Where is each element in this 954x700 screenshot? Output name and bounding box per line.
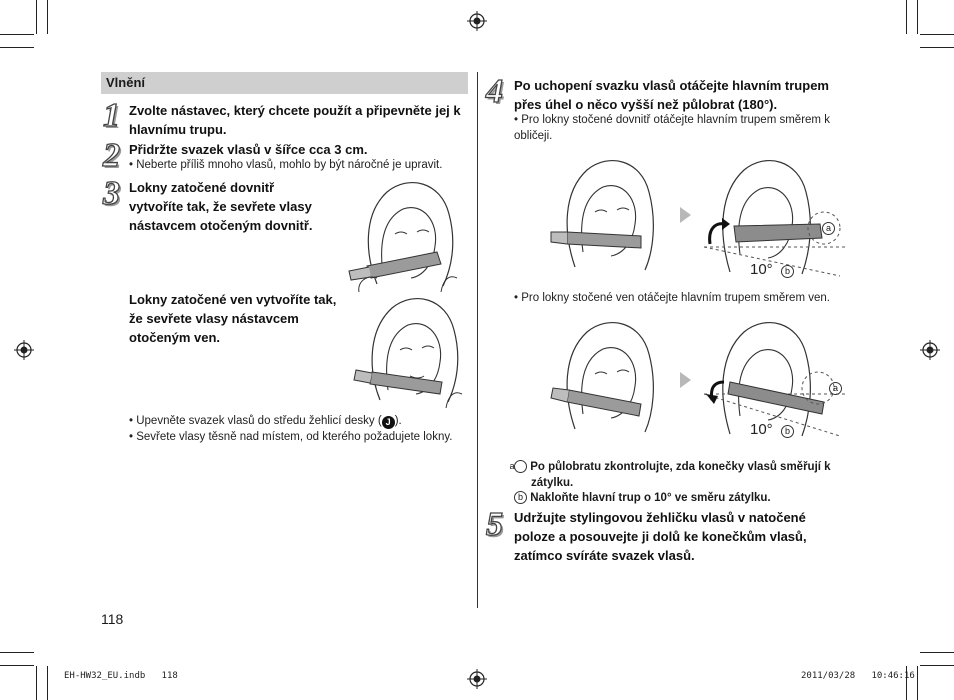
- step-number: 1: [103, 97, 120, 134]
- step-2-bullet: • Neberte příliš mnoho vlasů, mohlo by být náročné je upravit.: [129, 159, 443, 171]
- step-number: 3: [103, 175, 120, 212]
- crop-mark: [36, 666, 37, 700]
- crop-mark: [0, 652, 34, 653]
- crop-mark: [920, 652, 954, 653]
- marker-b: b: [781, 422, 794, 440]
- step-4-bullet-2: • Pro lokny stočené ven otáčejte hlavním trupem směrem ven.: [514, 292, 830, 304]
- step-number: 5: [486, 506, 503, 543]
- next-step-arrow-icon: [680, 372, 691, 388]
- crop-mark: [917, 666, 918, 700]
- step-3-inward-text: Lokny zatočené dovnitř vytvoříte tak, že sevřete vlasy nástavcem otočeným dovnitř.: [129, 180, 313, 233]
- crop-mark: [47, 0, 48, 34]
- next-step-arrow-icon: [680, 207, 691, 223]
- rotate-outward-before-illustration: [545, 314, 667, 434]
- note-b: b Nakloňte hlavní trup o 10° ve směru zátylku.: [514, 490, 854, 506]
- section-heading: Vlnění: [101, 72, 468, 94]
- column-divider: [477, 72, 478, 608]
- rotate-inward-after-illustration: [700, 152, 850, 277]
- crop-mark: [0, 34, 34, 35]
- curling-outward-illustration: [350, 290, 468, 408]
- crop-mark: [0, 665, 34, 666]
- step-3-bullet-2: • Sevřete vlasy těsně nad místem, od kterého požadujete lokny.: [129, 431, 453, 443]
- footer-file-info: EH-HW32_EU.indb 118: [64, 671, 178, 681]
- crop-mark: [920, 665, 954, 666]
- registration-mark-icon: [467, 669, 487, 689]
- step-4-text: Po uchopení svazku vlasů otáčejte hlavním trupem přes úhel o něco vyšší než půlobrat (180°).: [514, 78, 829, 112]
- step-4-bullet-1: • Pro lokny stočené dovnitř otáčejte hlavním trupem směrem k obličeji.: [514, 114, 830, 142]
- step-3-outward-text: Lokny zatočené ven vytvoříte tak, že sevřete vlasy nástavcem otočeným ven.: [129, 292, 337, 345]
- angle-label: 10°: [750, 421, 773, 438]
- registration-mark-icon: [14, 340, 34, 360]
- rotate-inward-before-illustration: [545, 152, 667, 272]
- step-2-text: Přidržte svazek vlasů v šířce cca 3 cm.: [129, 142, 368, 157]
- plate-center-j-icon: J: [382, 416, 395, 429]
- crop-mark: [917, 0, 918, 34]
- step-3-bullet-1: • Upevněte svazek vlasů do středu žehlicí desky ( J ).: [129, 415, 402, 427]
- crop-mark: [920, 34, 954, 35]
- note-a: a Po půlobratu zkontrolujte, zda konečky vlasů směřují k zátylku.: [509, 461, 831, 489]
- marker-a: a: [829, 379, 842, 397]
- step-number: 4: [486, 73, 503, 110]
- registration-mark-icon: [920, 340, 940, 360]
- marker-a: a: [822, 219, 835, 237]
- crop-mark: [920, 47, 954, 48]
- crop-mark: [906, 0, 907, 34]
- marker-b: b: [781, 262, 794, 280]
- angle-label: 10°: [750, 261, 773, 278]
- footer-timestamp: 2011/03/28 10:46:16: [801, 671, 915, 681]
- crop-mark: [36, 0, 37, 34]
- crop-mark: [0, 47, 34, 48]
- curling-inward-illustration: [337, 174, 465, 292]
- step-number: 2: [103, 137, 120, 174]
- registration-mark-icon: [467, 11, 487, 31]
- rotate-outward-after-illustration: [700, 314, 850, 439]
- step-1-text: Zvolte nástavec, který chcete použít a připevněte jej k hlavnímu trupu.: [129, 103, 461, 137]
- page-number: 118: [101, 611, 124, 627]
- crop-mark: [47, 666, 48, 700]
- step-5-text: Udržujte stylingovou žehličku vlasů v natočené poloze a posouvejte ji dolů ke konečkům vlasů, zatímco svíráte svazek vlasů.: [514, 510, 807, 563]
